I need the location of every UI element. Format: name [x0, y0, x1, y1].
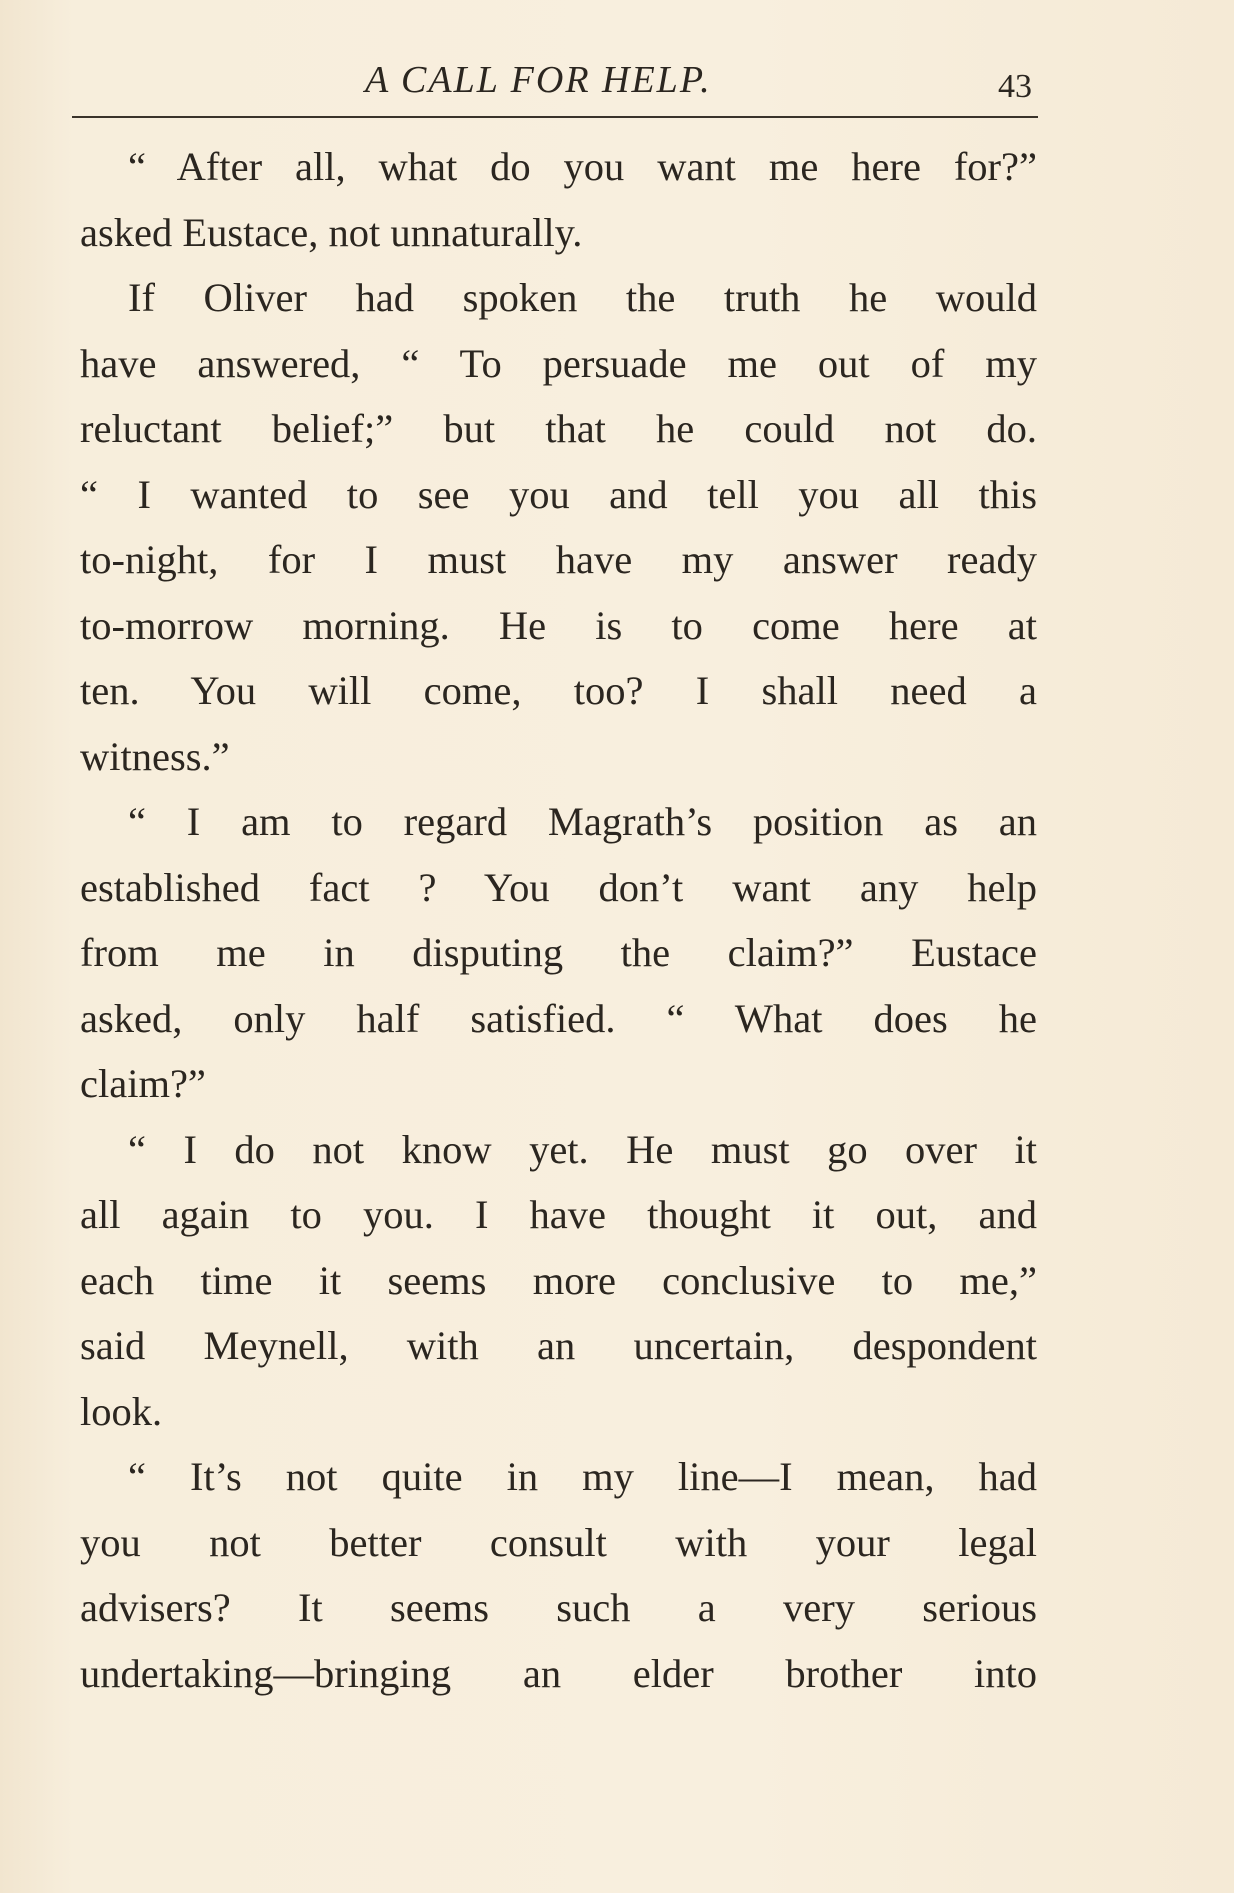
- text-line: asked Eustace, not unnaturally.: [80, 209, 583, 255]
- page-number: 43: [998, 68, 1032, 105]
- body-text: [80, 134, 1037, 1706]
- text-line: to-night, for I must have my answer ready: [80, 537, 1037, 582]
- text-line: “ It’s not quite in my line—I mean, had: [128, 1454, 1037, 1499]
- running-title: A CALL FOR HELP.: [365, 59, 712, 101]
- text-line: have answered, “ To persuade me out of my: [80, 340, 1037, 386]
- text-line: reluctant belief;” but that he could not do.: [80, 406, 1037, 451]
- text-line: from me in disputing the claim?” Eustace: [80, 930, 1037, 975]
- text-line: “ After all, what do you want me here for?”: [128, 144, 1037, 189]
- text-line: asked, only half satisfied. “ What does he: [80, 995, 1037, 1041]
- text-line: established fact ? You don’t want any help: [80, 864, 1037, 910]
- text-line: said Meynell, with an uncertain, despondent: [80, 1323, 1037, 1368]
- text-line: “ I am to regard Magrath’s position as an: [128, 799, 1037, 844]
- text-line: “ I do not know yet. He must go over it: [128, 1126, 1037, 1172]
- header-rule: [72, 116, 1038, 118]
- text-line: advisers? It seems such a very serious: [80, 1585, 1037, 1630]
- text-line: you not better consult with your legal: [80, 1519, 1037, 1565]
- text-line: If Oliver had spoken the truth he would: [128, 275, 1037, 320]
- text-line: “ I wanted to see you and tell you all this: [80, 471, 1037, 517]
- text-line: look.: [80, 1388, 163, 1434]
- running-head: [0, 58, 1234, 108]
- text-line: each time it seems more conclusive to me,”: [80, 1257, 1037, 1303]
- text-line: witness.”: [80, 733, 230, 779]
- text-line: undertaking—bringing an elder brother into: [80, 1650, 1037, 1696]
- text-line: all again to you. I have thought it out, and: [80, 1192, 1037, 1237]
- text-line: to-morrow morning. He is to come here at: [80, 602, 1037, 648]
- text-line: claim?”: [80, 1061, 206, 1106]
- text-line: ten. You will come, too? I shall need a: [80, 668, 1037, 713]
